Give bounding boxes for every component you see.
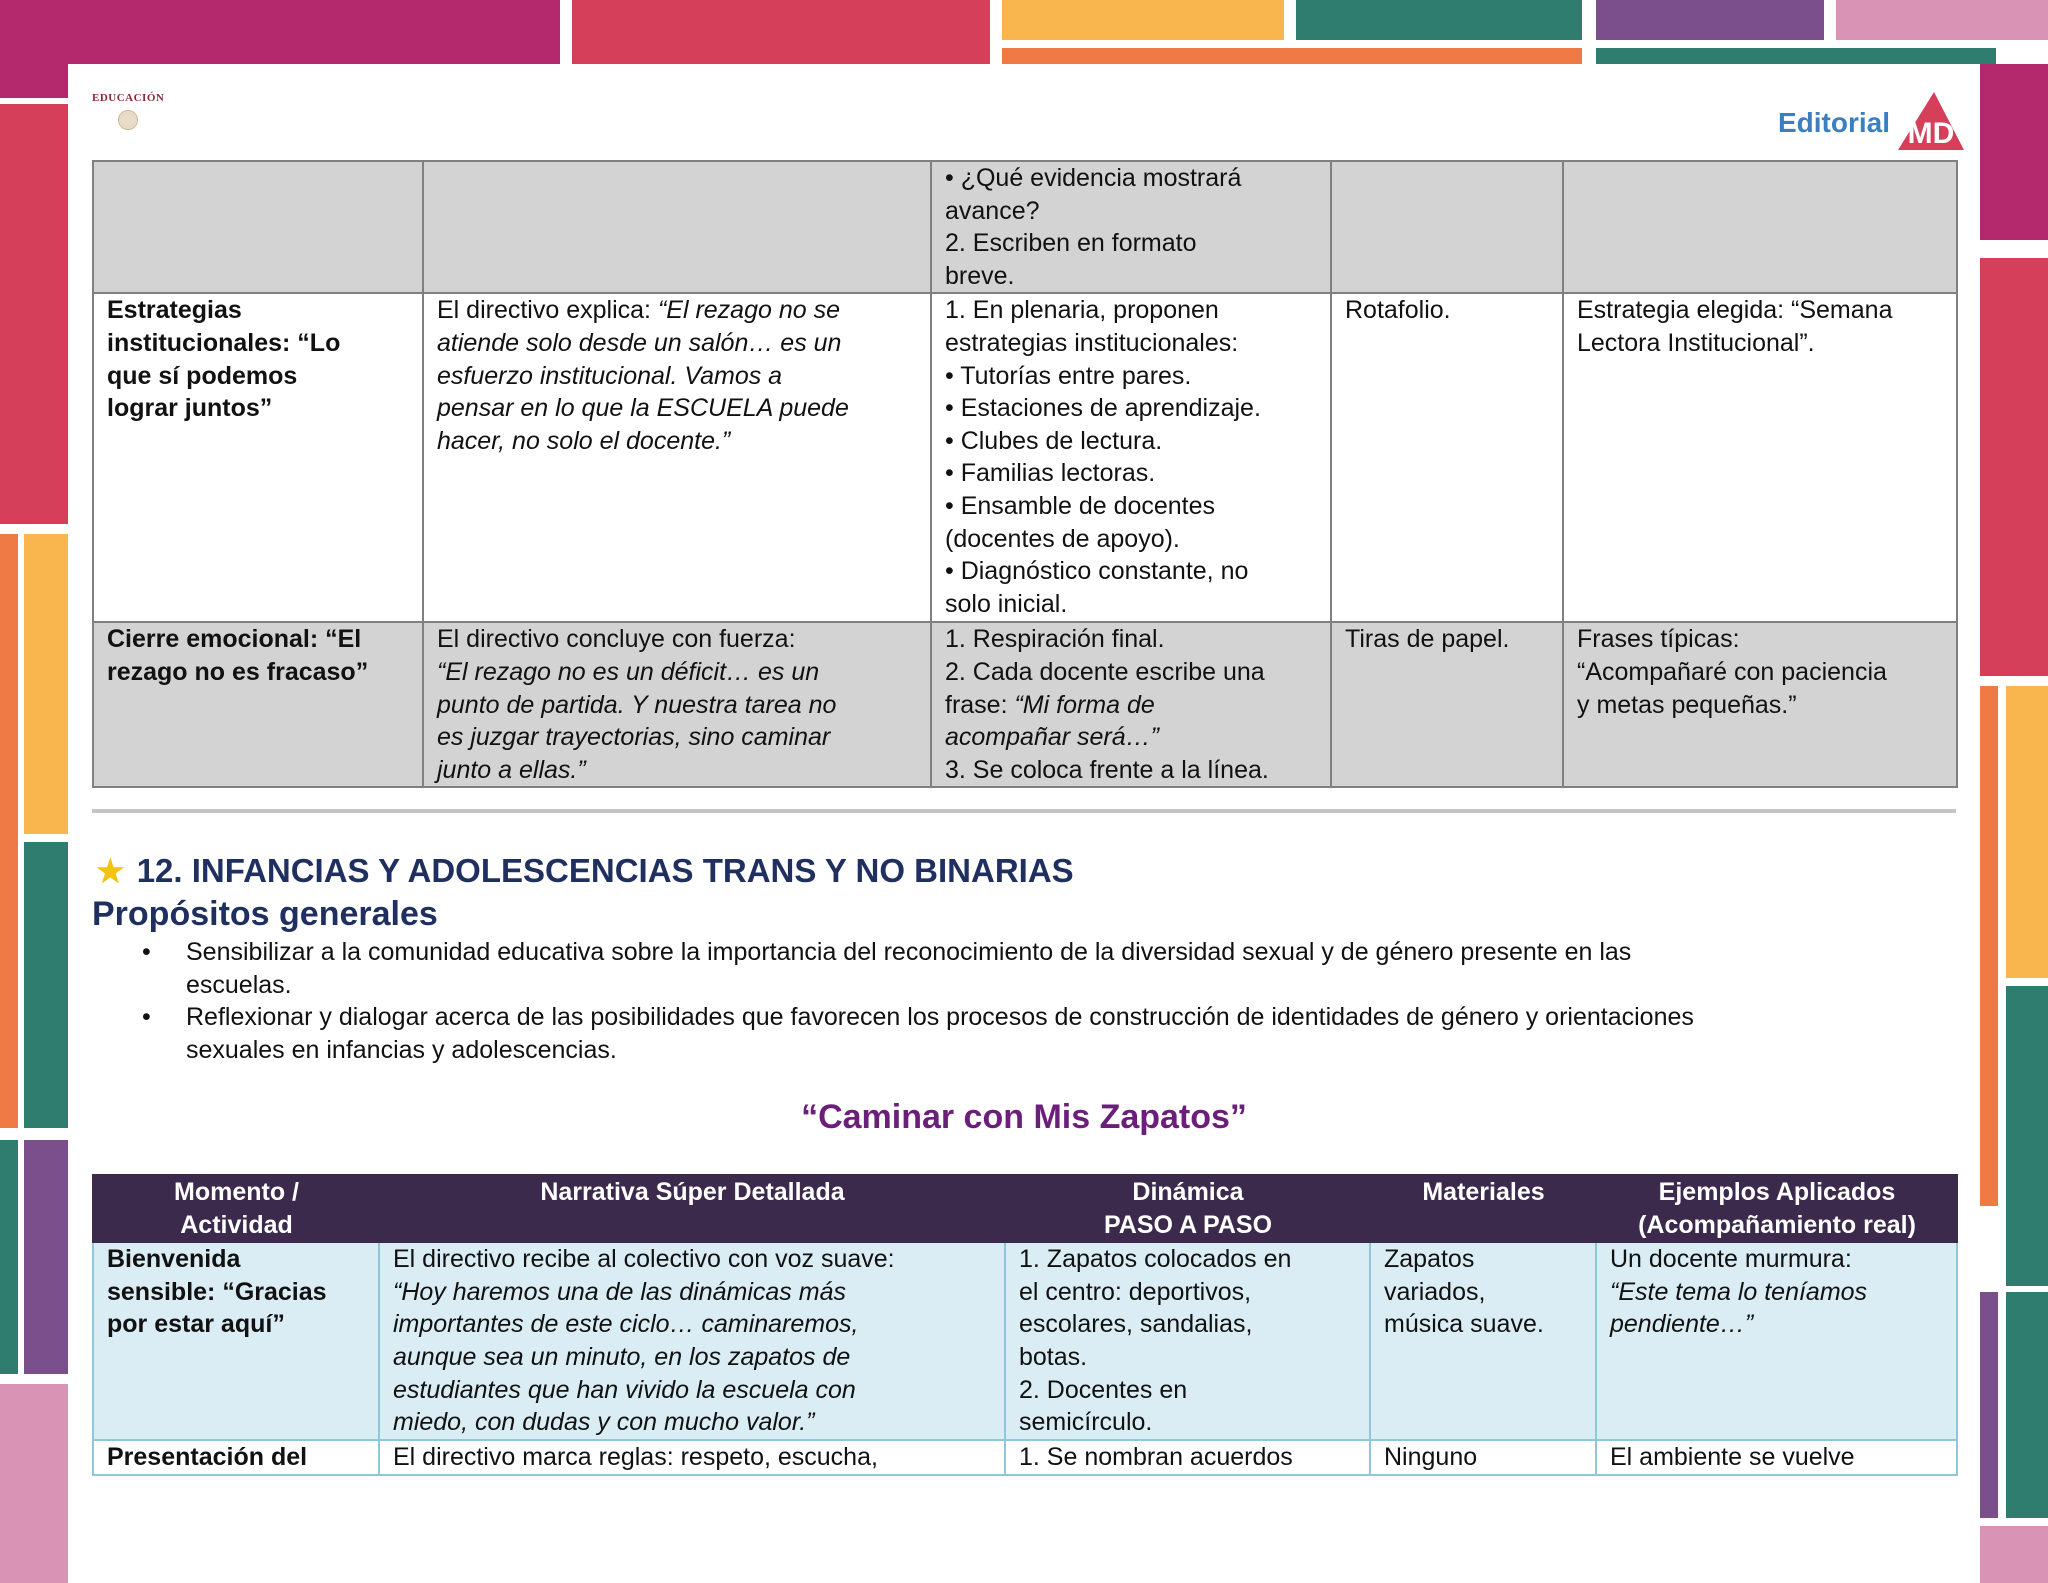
strategies-table (92, 160, 1958, 788)
table-cell: El directivo concluye con fuerza: “El rezago no es un déficit… es un punto de partida. Y nuestra tarea no es juzgar trayectorias, sino caminar junto a ellas.” (423, 622, 931, 787)
table-cell: El directivo marca reglas: respeto, escucha, (379, 1440, 1005, 1475)
decor-block (1596, 0, 1824, 40)
table-cell: Estrategia elegida: “Semana Lectora Institucional”. (1563, 293, 1957, 622)
table-cell: Frases típicas: “Acompañaré con paciencia y metas pequeñas.” (1563, 622, 1957, 787)
decor-block (1980, 258, 2048, 676)
section-subheading: Propósitos generales (92, 895, 438, 933)
decor-block (1296, 0, 1582, 40)
decor-block (0, 0, 560, 64)
table-cell: 1. Respiración final. 2. Cada docente escribe una frase: “Mi forma de acompañar será…” 3. Se coloca frente a la línea. (931, 622, 1331, 787)
list-item: • Reflexionar y dialogar acerca de las posibilidades que favorecen los procesos de construcción de identidades de género y orientaciones sexuales en infancias y adolescencias. (186, 1001, 1926, 1066)
decor-block (572, 0, 990, 64)
column-header: Dinámica PASO A PASO (1005, 1175, 1370, 1242)
table-header-row (93, 1175, 1957, 1242)
decor-block (24, 842, 68, 1128)
table-cell: El directivo recibe al colectivo con voz suave: “Hoy haremos una de las dinámicas más importantes de este ciclo… caminaremos, aunque sea un minuto, en los zapatos de estudiantes que han vivido la escuela con miedo, con dudas y con mucho valor.” (379, 1242, 1005, 1440)
table-cell: Ninguno (1370, 1440, 1596, 1475)
decor-block (1980, 1526, 2048, 1583)
svg-text:MD: MD (1907, 117, 1955, 150)
decor-block (0, 1140, 18, 1374)
publisher-mark-icon (1894, 88, 1966, 158)
decor-block (0, 104, 68, 524)
column-header: Materiales (1370, 1175, 1596, 1242)
table-cell: Rotafolio. (1331, 293, 1563, 622)
table-cell: 1. Zapatos colocados en el centro: deportivos, escolares, sandalias, botas. 2. Docentes en semicírculo. (1005, 1242, 1370, 1440)
table-row (93, 161, 1957, 293)
table-cell: Tiras de papel. (1331, 622, 1563, 787)
table-cell: • ¿Qué evidencia mostrará avance? 2. Escriben en formato breve. (931, 161, 1331, 293)
table-cell: Bienvenida sensible: “Gracias por estar aquí” (93, 1242, 379, 1440)
table-cell: El ambiente se vuelve (1596, 1440, 1957, 1475)
table-cell (423, 161, 931, 293)
column-header: Narrativa Súper Detallada (379, 1175, 1005, 1242)
decor-block (0, 534, 18, 1128)
ministry-logo: EDUCACIÓN (92, 92, 164, 130)
table-cell (1563, 161, 1957, 293)
section-heading: ★ 12. INFANCIAS Y ADOLESCENCIAS TRANS Y NO BINARIAS (96, 852, 1074, 889)
decor-block (24, 534, 68, 834)
table-cell: Un docente murmura: “Este tema lo teníamos pendiente…” (1596, 1242, 1957, 1440)
table-row (93, 1242, 1957, 1440)
activity-table (92, 1174, 1958, 1476)
decor-block (1596, 48, 1996, 64)
decor-block (1980, 1292, 1998, 1518)
decor-block (2006, 686, 2048, 978)
table-cell: El directivo explica: “El rezago no se atiende solo desde un salón… es un esfuerzo institucional. Vamos a pensar en lo que la ESCUELA puede hacer, no solo el docente.” (423, 293, 931, 622)
star-icon: ★ (96, 853, 125, 889)
decor-block (1002, 0, 1284, 40)
table-cell: Cierre emocional: “El rezago no es fracaso” (93, 622, 423, 787)
table-row (93, 1440, 1957, 1475)
table-cell: Estrategias institucionales: “Lo que sí podemos lograr juntos” (93, 293, 423, 622)
table-cell: 1. Se nombran acuerdos (1005, 1440, 1370, 1475)
table-cell: Zapatos variados, música suave. (1370, 1242, 1596, 1440)
decor-block (0, 64, 68, 98)
table-cell (1331, 161, 1563, 293)
list-item: • Sensibilizar a la comunidad educativa sobre la importancia del reconocimiento de la diversidad sexual y de género presente en las escuelas. (186, 936, 1926, 1001)
table-cell: Presentación del (93, 1440, 379, 1475)
section-divider (92, 809, 1956, 813)
column-header: Ejemplos Aplicados (Acompañamiento real) (1596, 1175, 1957, 1242)
activity-title: “Caminar con Mis Zapatos” (801, 1098, 1247, 1136)
decor-block (24, 1140, 68, 1374)
decor-block (1836, 0, 2048, 40)
column-header: Momento / Actividad (93, 1175, 379, 1242)
decor-block (1002, 48, 1582, 64)
decor-block (1980, 64, 2048, 240)
purposes-list (186, 936, 1926, 1066)
table-row (93, 293, 1957, 622)
decor-block (0, 1384, 68, 1583)
seal-icon (118, 110, 138, 130)
publisher-wordmark: Editorial (1778, 107, 1891, 138)
table-row (93, 622, 1957, 787)
decor-block (2006, 1292, 2048, 1518)
publisher-logo (1778, 88, 1966, 158)
table-cell (93, 161, 423, 293)
table-cell: 1. En plenaria, proponen estrategias institucionales: • Tutorías entre pares. • Estaciones de aprendizaje. • Clubes de lectura. • Familias lectoras. • Ensamble de docentes (docentes de apoyo). • Diagnóstico constante, no solo inicial. (931, 293, 1331, 622)
